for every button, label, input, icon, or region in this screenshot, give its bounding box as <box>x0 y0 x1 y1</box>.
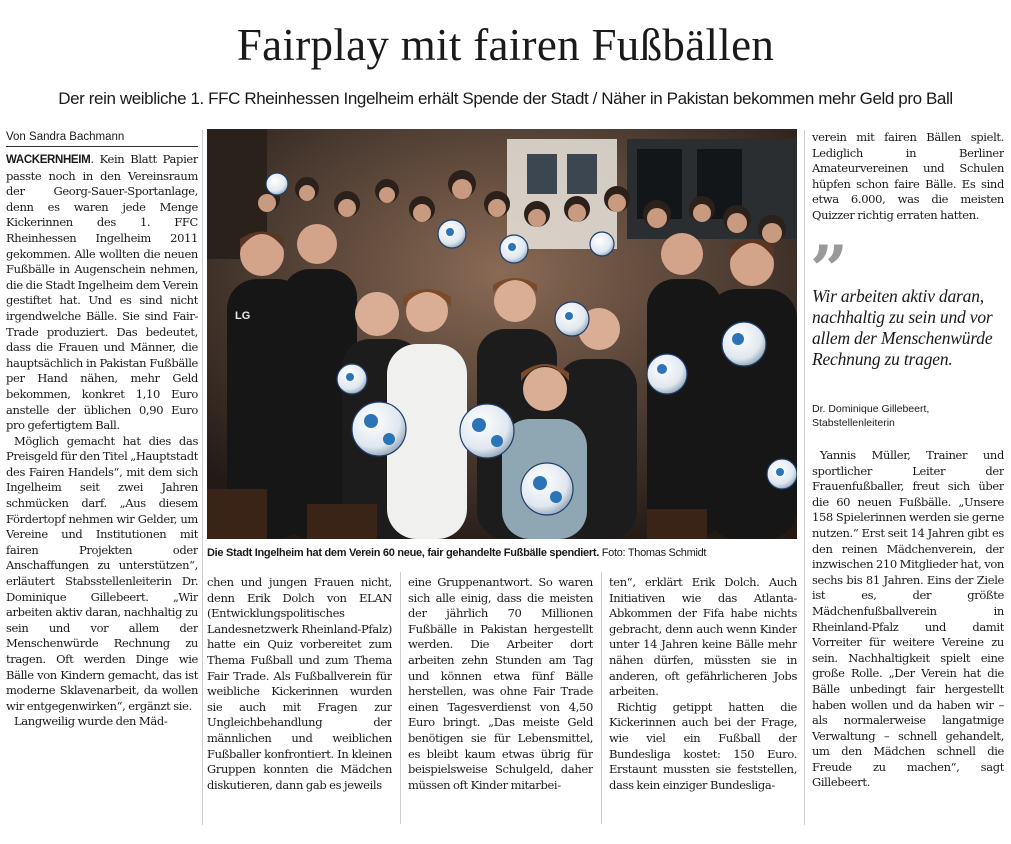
pull-quote: Wir arbeiten aktiv daran, nachhaltig zu sein und vor allem der Menschenwürde Rechnung zu tragen. <box>812 286 993 369</box>
photo-caption <box>207 546 807 560</box>
article-column-5-bottom <box>812 448 1004 824</box>
pull-quote-author-name: Dr. Dominique Gillebeert, <box>812 403 930 415</box>
article-column-5-top <box>812 130 1004 242</box>
column-rule <box>400 572 401 824</box>
paragraph: Möglich gemacht hat dies das Preisgeld für den Titel „Hauptstadt des Fairen Handels“, mit dem sich Ingelheim seit zwei Jahren schmücken darf. „Aus diesem Fördertopf nehmen wir Gelder, um Vereine und Institutionen mit fairen Projekten oder Anschaffungen zu unterstützen“, erläutert Stabsstellenleiterin Dr. Dominique Gillebeert. „Wir arbeiten aktiv daran, nachhaltig zu sein und vor allem der Menschenwürde Rechnung zu tragen. Oft werden Dinge wie Bälle von Kindern gemacht, das ist moderne Sklavenarbeit, da wollen wir entgegenwirken“, ergänzt sie. <box>6 433 198 713</box>
photo-credit: Foto: Thomas Schmidt <box>601 547 707 559</box>
article-column-1 <box>6 152 198 822</box>
pull-quote-author <box>812 402 1007 430</box>
column-rule <box>202 130 203 825</box>
column-rule <box>804 130 805 825</box>
subheadline: Der rein weibliche 1. FFC Rheinhessen Ingelheim erhält Spende der Stadt / Näher in Pakistan bekommen mehr Geld pro Ball <box>58 89 953 108</box>
quote-mark-icon: ” <box>810 231 848 309</box>
paragraph: Yannis Müller, Trainer und sportlicher Leiter der Frauenfußballer, freut sich über die 60 neuen Fußbälle. „Unsere 158 Spielerinnen werden sie gerne nutzen.“ Erst seit 14 Jahren gibt es den reinen Mädchenverein, der inzwischen 210 Mitglieder hat, von sechs bis 81 Jahren. Eins der Ziele ist es, der größte Mädchenfußballverein in Rheinland-Pfalz und damit Vorreiter für weitere Vereine zu sein. Nachhaltigkeit spielt eine große Rolle. „Der Verein hat die Bälle unbedingt fair hergestellt haben wollen und da haben wir – als normalerweise langatmige Verwaltung – schnell gehandelt, um den Mädchen schnell die Freude zu machen“, sagt Gillebeert. <box>812 448 1004 790</box>
caption-text: Die Stadt Ingelheim hat dem Verein 60 neue, fair gehandelte Fußbälle spendiert. <box>207 547 599 559</box>
jersey-text: LG <box>235 310 251 322</box>
paragraph: chen und jungen Frauen nicht, denn Erik Dolch von ELAN (Entwicklungspolitisches Landesnetzwerk Rheinland-Pfalz) hatte ein Quiz vorbereitet zum Thema Fußball und zum Thema Fair Trade. Als Fußballverein für weibliche Kickerinnen wurden sie auch mit Fragen zur Ungleichbehandlung der männlichen und weiblichen Fußballer konfrontiert. In kleinen Gruppen konnten die Mädchen diskutieren, dann gab es jeweils <box>207 575 392 792</box>
paragraph-text: . Kein Blatt Papier passte noch in den Vereinsraum der Georg-Sauer-Sportanlage, denn es waren jede Menge Kickerinnen des 1. FFC Rheinhessen Ingelheim 2011 gekommen. Alle wollten die neuen Fußbälle in Augenschein nehmen, die die Stadt Ingelheim dem Verein gestiftet hat. Und es sind nicht irgendwelche Bälle. Sie sind Fair-Trade produziert. Das bedeutet, dass die Frauen und Männer, die hauptsächlich in Pakistan Fußbälle per Hand nähen, mehr Geld bekommen, konkret 1,10 Euro anstelle der üblichen 0,90 Euro pro gefertigtem Ball. <box>6 152 198 433</box>
article-column-3 <box>408 575 593 823</box>
dateline: WACKERNHEIM <box>6 154 91 166</box>
paragraph: Langweilig wurde den Mäd- <box>14 714 168 729</box>
article-column-4 <box>609 575 797 823</box>
article-column-2 <box>207 575 392 823</box>
paragraph <box>6 152 198 434</box>
pull-quote-author-role: Stabstellenleiterin <box>812 417 895 429</box>
paragraph: eine Gruppenantwort. So waren sich alle einig, dass die meisten der jährlich 70 Millionen Fußbälle in Pakistan hergestellt werden. Die Arbeiter dort arbeiten zehn Stunden am Tag und können etwa fünf Bälle herstellen, was ohne Fair Trade einen Tagesverdienst von 4,50 Euro bringt. „Das meiste Geld benötigen sie für Lebensmittel, es bleibt kaum etwas übrig für beispielsweise Schulgeld, daher müssen oft Kinder mitarbei- <box>408 575 593 792</box>
paragraph: verein mit fairen Bällen spielt. Lediglich in Berliner Amateurvereinen und Schulen hüpfen schon faire Bälle. Es sind etwa 6.000, was die meisten Quizzer richtig erraten hatten. <box>812 130 1004 222</box>
headline: Fairplay mit fairen Fußbällen <box>236 20 775 70</box>
byline: Von Sandra Bachmann <box>6 130 198 147</box>
paragraph: ten“, erklärt Erik Dolch. Auch Initiativen wie das Atlanta-Abkommen der Fifa habe nichts gebracht, denn auch wenn Kinder unter 14 Jahren keine Bälle mehr nähen dürfen, müssten sie in anderen, oft gefährlicheren Jobs arbeiten. <box>609 575 797 699</box>
team-photo <box>207 129 797 539</box>
column-rule <box>601 572 602 824</box>
paragraph: Richtig getippt hatten die Kickerinnen auch bei der Frage, wie viel ein Fußball der Bundesliga kostet: 150 Euro. Erstaunt mussten sie feststellen, dass kein einziger Bundesliga- <box>609 699 797 792</box>
team-photo-illustration <box>207 129 797 539</box>
